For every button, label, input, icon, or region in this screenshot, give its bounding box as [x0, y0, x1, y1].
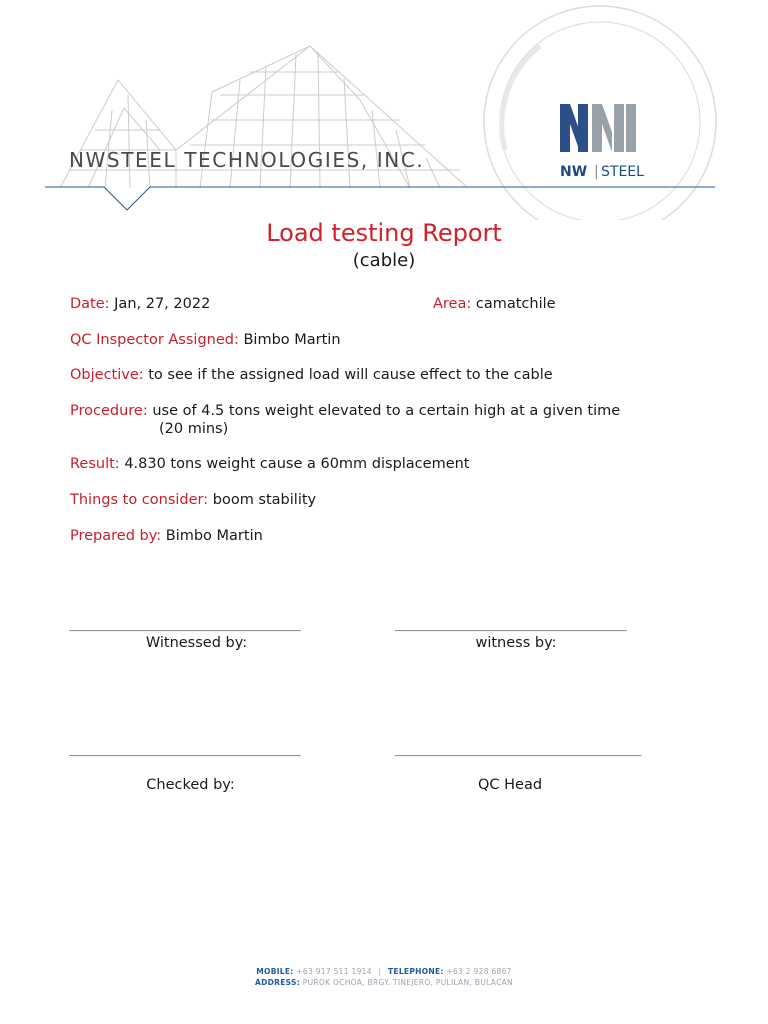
qc-head-label: QC Head: [477, 777, 543, 793]
consider-label: Things to consider:: [70, 492, 209, 508]
procedure-label: Procedure:: [70, 403, 148, 419]
inspector-label: QC Inspector Assigned:: [70, 332, 239, 348]
footer-address-label: ADDRESS:: [255, 978, 301, 987]
company-name: NWSTEEL TECHNOLOGIES, INC.: [69, 148, 425, 172]
prepared-row: [70, 528, 263, 544]
prepared-value: Bimbo Martin: [165, 528, 263, 544]
witnessed-by-label: Witnessed by:: [145, 635, 248, 651]
footer-address-line: [0, 978, 768, 987]
inspector-row: [70, 332, 341, 348]
logo-steel-text: STEEL: [601, 164, 644, 180]
date-value: Jan, 27, 2022: [114, 296, 211, 312]
signature-line-witnessed: ________________________________: [69, 617, 301, 632]
report-title: Load testing Report: [266, 219, 502, 247]
checked-by-label: Checked by:: [146, 777, 235, 793]
prepared-label: Prepared by:: [70, 528, 162, 544]
result-value: 4.830 tons weight cause a 60mm displacement: [124, 456, 470, 472]
inspector-value: Bimbo Martin: [243, 332, 341, 348]
objective-label: Objective:: [70, 367, 144, 383]
footer-separator: |: [378, 967, 382, 976]
area-label: Area:: [433, 296, 472, 312]
objective-row: [70, 367, 553, 383]
footer-mobile-label: MOBILE:: [256, 967, 294, 976]
logo-separator: |: [594, 164, 599, 180]
witness-by-label: witness by:: [475, 635, 557, 651]
objective-value: to see if the assigned load will cause effect to the cable: [148, 367, 553, 383]
header-divider: [45, 187, 715, 210]
footer-contact-line: [0, 967, 768, 976]
consider-row: [70, 492, 316, 508]
result-row: [70, 456, 470, 472]
report-subtitle: (cable): [352, 250, 416, 271]
date-row: [70, 296, 210, 312]
procedure-value: use of 4.5 tons weight elevated to a certain high at a given time: [152, 403, 621, 419]
signature-line-witness: ________________________________: [395, 617, 627, 632]
header-artwork: [0, 0, 768, 220]
signature-line-qc-head: __________________________________: [395, 742, 641, 757]
result-label: Result:: [70, 456, 120, 472]
area-value: camatchile: [475, 296, 556, 312]
procedure-row: [70, 403, 620, 419]
footer-address-value: PUROK OCHOA, BRGY. TINEJERO, PULILAN, BULACAN: [302, 978, 513, 987]
nn-monogram-icon: [560, 104, 636, 152]
signature-line-checked: ________________________________: [69, 742, 301, 757]
consider-value: boom stability: [212, 492, 317, 508]
footer-telephone-label: TELEPHONE:: [388, 967, 444, 976]
logo-nw-text: NW: [560, 164, 588, 180]
date-label: Date:: [70, 296, 110, 312]
area-row: [433, 296, 556, 312]
footer-mobile-value: +63 917 511 1914: [296, 967, 372, 976]
footer-telephone-value: +63 2 928 6867: [446, 967, 512, 976]
procedure-value-continuation: (20 mins): [159, 421, 229, 437]
